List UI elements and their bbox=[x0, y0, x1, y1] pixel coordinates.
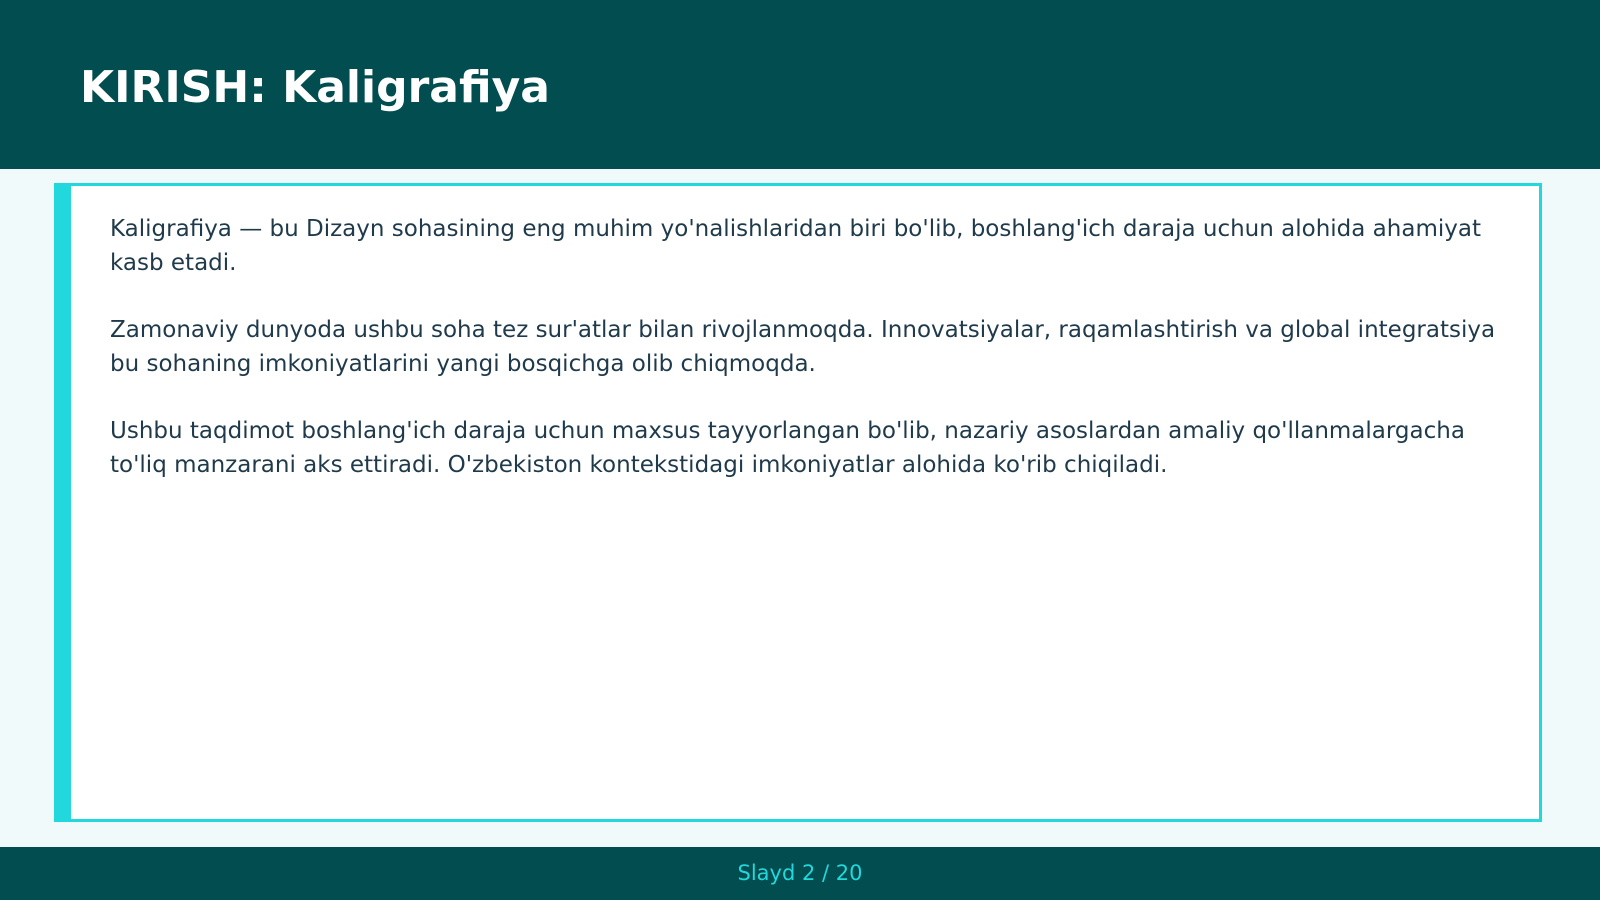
content-text bbox=[110, 212, 1510, 515]
paragraph-presentation-scope: Ushbu taqdimot boshlang'ich daraja uchun maxsus tayyorlangan bo'lib, nazariy asoslardan amaliy qo'llanmalargacha to'liq manzarani aks ettiradi. O'zbekiston kontekstidagi imkoniyatlar alohida ko'rib chiqiladi. bbox=[110, 418, 1465, 478]
content-box bbox=[54, 183, 1542, 822]
paragraph-modern-world: Zamonaviy dunyoda ushbu soha tez sur'atlar bilan rivojlanmoqda. Innovatsiyalar, raqamlashtirish va global integratsiya bu sohaning imkoniyatlarini yangi bosqichga olib chiqmoqda. bbox=[110, 317, 1496, 377]
slide-title: KIRISH: Kaligrafiya bbox=[80, 62, 550, 113]
slide-footer bbox=[0, 847, 1600, 900]
paragraph-intro: Kaligrafiya — bu Dizayn sohasining eng muhim yo'nalishlaridan biri bo'lib, boshlang'ich daraja uchun alohida ahamiyat kasb etadi. bbox=[110, 216, 1481, 276]
slide-counter: Slayd 2 / 20 bbox=[737, 861, 863, 885]
slide-header bbox=[0, 0, 1600, 169]
